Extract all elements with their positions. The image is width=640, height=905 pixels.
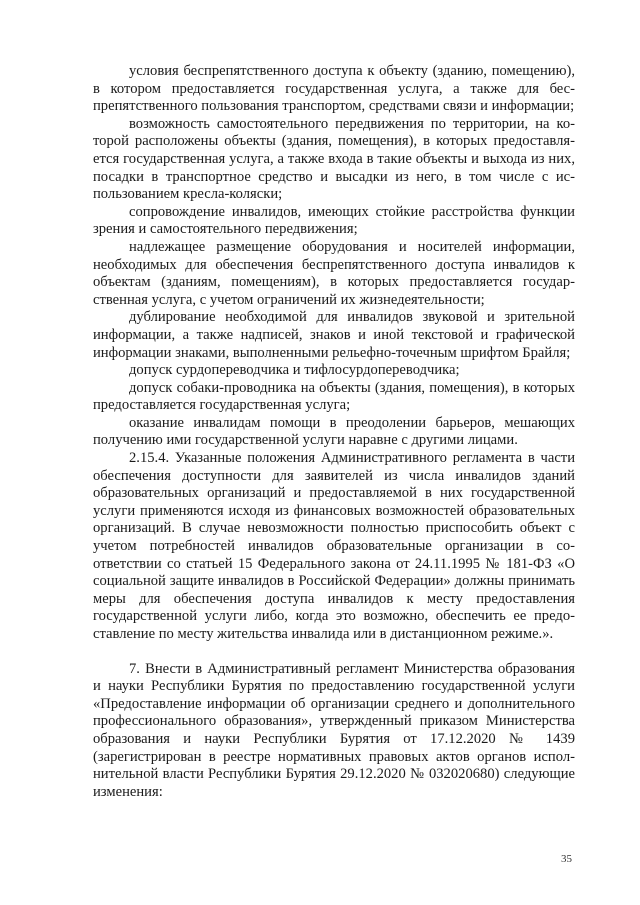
paragraph-item-7: 7. Внести в Административный регламент Министерства образования и науки Республики Бурятия по предоставлению государственной услуги «Предоставление информации об организации среднего и дополнительного профессионального образования», утвержденный приказом Министерства образования и науки Республики Бурятия от 17.12.2020 № 1439 (зарегистрирован в реестре нормативных правовых актов органов исполнительной власти Республики Бурятия 29.12.2020 № 032020680) следующие изменения:: [93, 660, 575, 800]
paragraph-sign-interpreter: допуск сурдопереводчика и тифлосурдопереводчика;: [129, 362, 460, 379]
paragraph-escort: сопровождение инвалидов, имеющих стойкие расстройства функции зрения и самостоятельного передвижения;: [93, 203, 575, 238]
paragraph-independent-movement: возможность самостоятельного передвижения по территории, на которой расположены объекты (здания, помещения), в которых предоставляется государственная услуга, а также входа в такие объекты и выхода из них, посадки в транспортное средство и высадки из него, в том числе с использованием кресла-коляски;: [93, 115, 575, 203]
document-body: [93, 63, 575, 801]
paragraph-guide-dog: допуск собаки-проводника на объекты (здания, помещения), в которых предоставляется государственная услуга;: [93, 379, 575, 414]
paragraph-clause-2-15-4: 2.15.4. Указанные положения Административного регламента в части обеспечения доступности для заявителей из числа инвалидов зданий образовательных организаций и предоставляемой в них государственной услуги применяются исходя из финансовых возможностей образовательных организаций. В случае невозможности полностью приспособить объект с учетом потребностей инвалидов образовательные организации в соответствии со статьей 15 Федерального закона от 24.11.1995 № 181-ФЗ «О социальной защите инвалидов в Российской Федерации» должны принимать меры для обеспечения доступа инвалидов к месту предоставления государственной услуги либо, когда это возможно, обеспечить ее предоставление по месту жительства инвалида или в дистанционном режиме.».: [93, 450, 575, 642]
page-number: 35: [561, 853, 572, 865]
paragraph-equipment-placement: надлежащее размещение оборудования и носителей информации, необходимых для обеспечения беспрепятственного доступа инвалидов к объектам (зданиям, помещениям), в которых предоставляется государственная услуга, с учетом ограничений их жизнедеятельности;: [93, 238, 575, 308]
paragraph-barrier-assistance: оказание инвалидам помощи в преодолении барьеров, мешающих получению ими государственной услуги наравне с другими лицами.: [93, 414, 575, 449]
paragraph-accessibility-conditions: условия беспрепятственного доступа к объекту (зданию, помещению), в котором предоставляется государственная услуга, а также для беспрепятственного пользования транспортом, средствами связи и информации;: [93, 63, 575, 115]
paragraph-braille-duplication: дублирование необходимой для инвалидов звуковой и зрительной информации, а также надписей, знаков и иной текстовой и графической информации знаками, выполненными рельефно-точечным шрифтом Брайля;: [93, 309, 575, 361]
